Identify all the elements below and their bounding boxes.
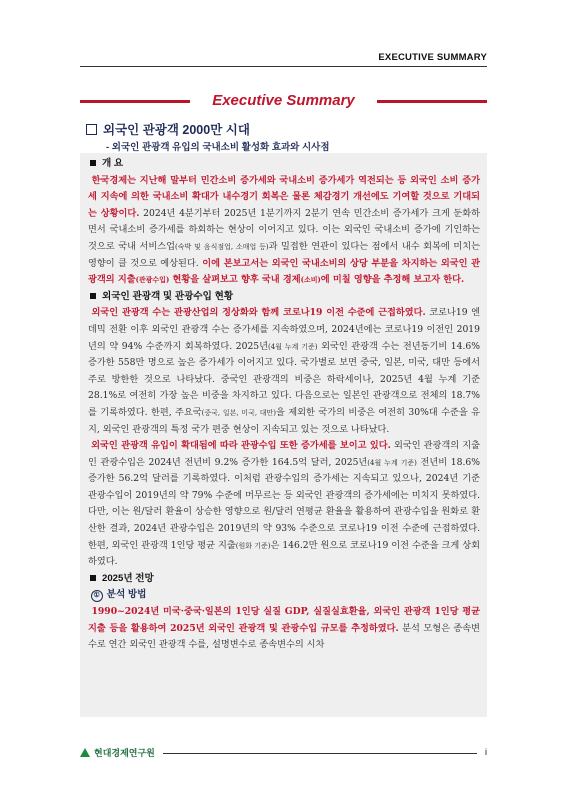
section-subtitle: - 외국인 관광객 유입의 국내소비 활성화 효과와 시사점 (106, 142, 330, 153)
tourists-paragraph-2: 외국인 관광객 유입이 확대됨에 따라 관광수입 또한 증가세를 보이고 있다. 외국인 관광객의 지출인 관광수입은 2024년 전년비 9.2% 증가한 164.5억 달러, 2025년(4월 누계 기준) 전년비 18.6% 증가한 56.2억 달러를 기록하였다. 이처럼 관광수입의 증가세는 지속되고 있으나, 2024년 기준 관광수입이 2019년의 약 79% 수준에 머무르는 등 외국인 관광객의 증가세에는 미치지 못하였다. 다만, 이는 원/달러 환율이 상승한 영향으로 원/달러 연평균 환율을 활용하여 관광수입을 원화로 환산한 결과, 2024년 관광수입은 2019년의 약 93% 수준으로 코로나19 이전 수준에 근접하였다. 한편, 외국인 관광객 1인당 평균 지출(원화 기준)은 146.2만 원으로 코로나19 이전 수준을 크게 상회하였다. (88, 440, 481, 568)
overview-heading: 개 요 (88, 156, 480, 173)
summary-content (88, 156, 480, 654)
org-logo (80, 746, 155, 759)
bullet-icon (90, 575, 96, 581)
header-rule (80, 66, 487, 67)
tourists-paragraph-1: 외국인 관광객 수는 관광산업의 정상화와 함께 코로나19 이전 수준에 근접하였다. 코로나19 엔데믹 전환 이후 외국인 관광객 수는 증가세를 지속하였으며, 2024년에는 코로나19 이전인 2019년의 약 94% 수준까지 회복하였다. 2025년(4월 누계 기준) 외국인 관광객 수는 전년동기비 14.6% 증가한 558만 명으로 높은 증가세가 이어지고 있다. 국가별로 보면 중국, 일본, 미국, 대만 등에서 주로 방한한 것으로 나타났다. 중국인 관광객의 비중은 하락세이나, 2025년 4월 누계 기준 28.1%로 여전히 가장 높은 비중을 차지하고 있다. 다음으로는 일본인 관광객으로 전체의 18.7%를 기록하였다. 한편, 주요국(중국, 일본, 미국, 대만)을 제외한 국가의 비중은 여전히 30%대 수준을 유지, 외국인 관광객의 특정 국가 편중 현상이 지속되고 있는 것으로 나타났다. (88, 307, 480, 435)
header-title: EXECUTIVE SUMMARY (378, 52, 487, 63)
footer-rule (163, 753, 477, 754)
bullet-icon (90, 160, 96, 166)
section-title (86, 120, 250, 138)
overview-paragraph: 한국경제는 지난해 말부터 민간소비 증가세와 국내소비 증가세가 역전되는 등 외국인 소비 증가세 지속에 의한 국내소비 확대가 내수경기 회복은 물론 체감경기 개선에도 기여할 것으로 기대되는 상황이다. 2024년 4분기부터 2025년 1분기까지 2분기 연속 민간소비 증가세가 크게 둔화하면서 국내소비 증가세를 하회하는 현상이 이어지고 있다. 이는 외국인 국내소비 증가에 기인하는 것으로 국내 서비스업(숙박 및 음식점업, 소매업 등)과 밀접한 연관이 있다는 점에서 내수 회복에 미치는 영향이 클 것으로 예상된다. 이에 본보고서는 외국인 국내소비의 상당 부분을 차지하는 외국인 관광객의 지출(관광수입) 현황을 살펴보고 향후 국내 경제(소비)에 미칠 영향을 추정해 보고자 한다. (88, 174, 480, 286)
page-header (80, 48, 487, 68)
executive-summary-banner (80, 92, 487, 112)
tourists-heading: 외국인 관광객 및 관광수입 현황 (88, 289, 480, 306)
outlook-heading: 2025년 전망 (88, 571, 480, 588)
square-bullet-icon (86, 124, 97, 135)
outlook-paragraph: 1990~2024년 미국·중국·일본의 1인당 실질 GDP, 실질실효환율, 외국인 관광객 1인당 평균 지출 등을 활용하여 2025년 외국인 관광객 및 관광수입 규모를 추정하였다. 분석 모형은 종속변수로 연간 외국인 관광객 수를, 설명변수로 종속변수의 시차 (88, 606, 481, 651)
page-footer (80, 746, 487, 760)
section-title-text: 외국인 관광객 2000만 시대 (103, 123, 250, 137)
method-subheading: ① 분석 방법 (88, 587, 480, 604)
bullet-icon (90, 293, 96, 299)
page-number: i (485, 747, 487, 757)
banner-title: Executive Summary (212, 92, 355, 109)
banner-bar-right (377, 100, 487, 103)
org-name: 현대경제연구원 (94, 748, 155, 758)
circled-number-icon: ① (91, 590, 103, 602)
triangle-logo-icon (80, 748, 90, 757)
